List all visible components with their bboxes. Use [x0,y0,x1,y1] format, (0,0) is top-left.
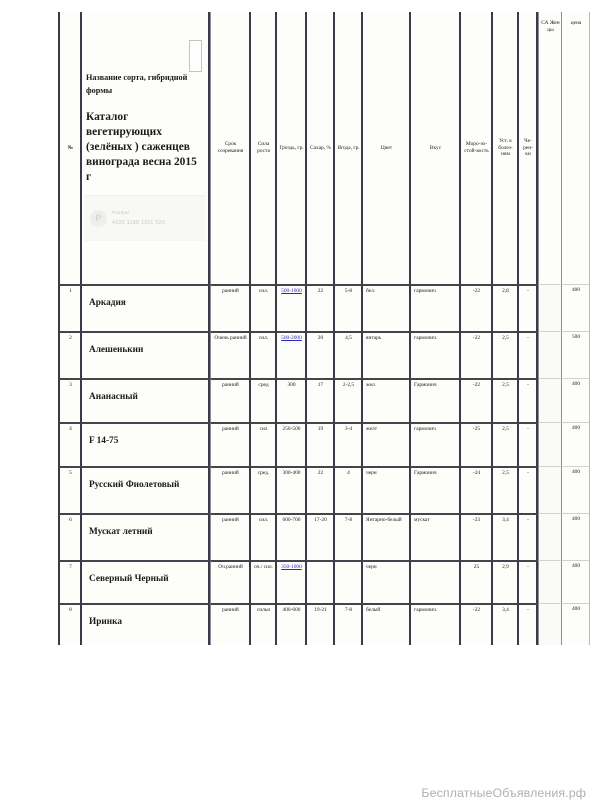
cell-vigour: сил. [249,331,275,378]
cell-berry: 7-8 [333,603,361,645]
cell-color: белый [361,603,409,645]
cell-taste: гармонич. [409,331,459,378]
cell-ripening: Оч.ранний [210,560,249,603]
header-price: цена [561,12,590,284]
header-berry: Ягода, гр. [333,12,361,284]
cell-cuttings: - [517,513,538,560]
cell-seedlings [538,603,561,645]
postbar-details [112,210,165,226]
cell-seedlings [538,378,561,422]
cell-frost-resistance: -22 [459,331,491,378]
cell-bunch [275,284,305,331]
cell-cuttings: - [517,284,538,331]
cell-sugar: 17 [305,378,333,422]
cell-color: бел. [361,284,409,331]
cell-vigour: оч./ сил. [249,560,275,603]
cell-number: 2 [58,331,80,378]
table-row [58,466,590,513]
cell-price: 400 [561,284,590,331]
cell-variety-name [80,560,210,603]
table-header-row [58,12,590,284]
cell-cuttings: - [517,422,538,466]
variety-name-text: Ананасный [89,392,138,402]
catalog-title: Каталог вегетирующих (зелёных ) саженцев винограда весна 2015 г [86,110,197,184]
cell-disease-resistance: 3,4 [491,603,517,645]
cell-vigour: сил. [249,284,275,331]
cell-number: 4 [58,422,80,466]
cell-bunch: 600-700 [275,513,305,560]
cell-disease-resistance: 2,8 [491,284,517,331]
variety-name-text: Северный Черный [89,574,169,584]
postbar-title: Postbar [112,210,130,216]
header-variety-name-label: Название сорта, гибридной формы [86,72,188,96]
cell-sugar [305,560,333,603]
cell-variety-name [80,466,210,513]
cell-number: 5 [58,466,80,513]
cell-cuttings: - [517,603,538,645]
cell-cuttings: - [517,466,538,513]
cell-taste: Гармонич [409,466,459,513]
cell-bunch: 250-500 [275,422,305,466]
cell-disease-resistance: 2,5 [491,331,517,378]
cell-variety-name [80,513,210,560]
cell-price: 400 [561,513,590,560]
cell-frost-resistance: -25 [459,422,491,466]
cell-price: 500 [561,331,590,378]
bunch-weight-link[interactable]: 350-1000 [281,564,302,570]
cell-ripening: ранний [210,466,249,513]
header-ripening: Срок созревания [210,12,249,284]
cell-sugar: 20 [305,331,333,378]
cell-sugar: 19-21 [305,603,333,645]
cell-berry: 2-2,5 [333,378,361,422]
cell-ripening: ранний [210,603,249,645]
cell-taste [409,560,459,603]
cell-variety-name [80,331,210,378]
header-sugar: Сахар, % [305,12,333,284]
grape-catalog-table [58,12,590,645]
cell-berry: 4 [333,466,361,513]
cell-vigour: сред. [249,466,275,513]
cell-seedlings [538,560,561,603]
cell-bunch: 400-600 [275,603,305,645]
cell-bunch: 300 [275,378,305,422]
header-disease-resistance: Уст. к болез-ням [491,12,517,284]
cell-color: черн [361,466,409,513]
cell-taste: Гармонич [409,378,459,422]
cell-seedlings [538,331,561,378]
header-taste: Вкус [409,12,459,284]
postbar-donation-widget[interactable] [84,195,206,241]
bunch-weight-link[interactable]: 500-2000 [281,335,302,341]
variety-name-text: F 14-75 [89,436,119,446]
header-cuttings: Че-рен-ки [517,12,538,284]
cell-price: 400 [561,560,590,603]
cell-color: Янтарно-белый [361,513,409,560]
cell-cuttings: - [517,331,538,378]
site-watermark: БесплатныеОбъявления.рф [421,786,586,800]
cell-taste: гармонич [409,422,459,466]
cell-variety-name [80,284,210,331]
cell-frost-resistance: -24 [459,466,491,513]
table-row [58,513,590,560]
variety-name-text: Иринка [89,617,122,627]
cell-disease-resistance: 3,4 [491,513,517,560]
variety-name-text: Аркадия [89,298,126,308]
cell-sugar: 19 [305,422,333,466]
cell-sugar: 22 [305,466,333,513]
cell-frost-resistance: -22 [459,284,491,331]
cell-number: 8 [58,603,80,645]
cell-cuttings: - [517,378,538,422]
cell-disease-resistance: 2,5 [491,422,517,466]
cell-number: 7 [58,560,80,603]
cell-price: 400 [561,378,590,422]
variety-name-text: Мускат летний [89,527,153,537]
table-row [58,560,590,603]
cell-bunch [275,331,305,378]
cell-frost-resistance: 25 [459,560,491,603]
cell-price: 400 [561,603,590,645]
cell-frost-resistance: -23 [459,513,491,560]
table-row [58,603,590,645]
cell-taste: гармонич [409,284,459,331]
cell-number: 1 [58,284,80,331]
cell-color: жел. [361,378,409,422]
cell-berry: 7-8 [333,513,361,560]
cell-vigour: сильн [249,603,275,645]
header-number: № [58,12,80,284]
cell-disease-resistance: 2,9 [491,560,517,603]
table-row [58,378,590,422]
cell-number: 3 [58,378,80,422]
cell-vigour: сил. [249,513,275,560]
cell-bunch: 300-400 [275,466,305,513]
cell-seedlings [538,422,561,466]
cell-ripening: ранний [210,513,249,560]
header-frost-resistance: Моро-зо-стой-кость [459,12,491,284]
cell-taste: мускат [409,513,459,560]
cell-berry: 4,5 [333,331,361,378]
postbar-account-number: 4100 1189 1311 920 [112,220,166,227]
table-row [58,422,590,466]
cell-disease-resistance: 2,5 [491,378,517,422]
cell-seedlings [538,466,561,513]
cell-ripening: ранний [210,284,249,331]
header-name-and-title [80,12,210,284]
table-body [58,12,590,645]
header-seedlings: СА Жен цы [538,12,561,284]
table-row [58,331,590,378]
cell-variety-name [80,422,210,466]
cell-number: 6 [58,513,80,560]
cell-berry: 3-4 [333,422,361,466]
header-color: Цвет [361,12,409,284]
cell-berry [333,560,361,603]
header-bunch: Гроздь, гр. [275,12,305,284]
cell-sugar: 17-20 [305,513,333,560]
cell-frost-resistance: -22 [459,378,491,422]
cell-frost-resistance: -22 [459,603,491,645]
header-floating-box [189,40,202,72]
cell-variety-name [80,378,210,422]
cell-ripening: ранний [210,378,249,422]
cell-taste: гармонич. [409,603,459,645]
cell-disease-resistance: 2,5 [491,466,517,513]
cell-vigour: сред [249,378,275,422]
variety-name-text: Русский Фиолетовый [89,480,180,490]
cell-color: янтарь [361,331,409,378]
bunch-weight-link[interactable]: 500-1000 [281,288,302,294]
cell-color: черн [361,560,409,603]
cell-color: желт [361,422,409,466]
header-vigour: Сила роста [249,12,275,284]
variety-name-text: Алешенькин [89,345,144,355]
cell-ripening: Очень ранний [210,331,249,378]
postbar-logo-icon: P [90,210,107,227]
cell-bunch [275,560,305,603]
cell-ripening: ранний [210,422,249,466]
cell-vigour: сил [249,422,275,466]
table-row [58,284,590,331]
cell-price: 400 [561,422,590,466]
cell-berry: 5-8 [333,284,361,331]
cell-cuttings: - [517,560,538,603]
cell-variety-name [80,603,210,645]
cell-seedlings [538,284,561,331]
cell-seedlings [538,513,561,560]
cell-price: 400 [561,466,590,513]
cell-sugar: 22 [305,284,333,331]
